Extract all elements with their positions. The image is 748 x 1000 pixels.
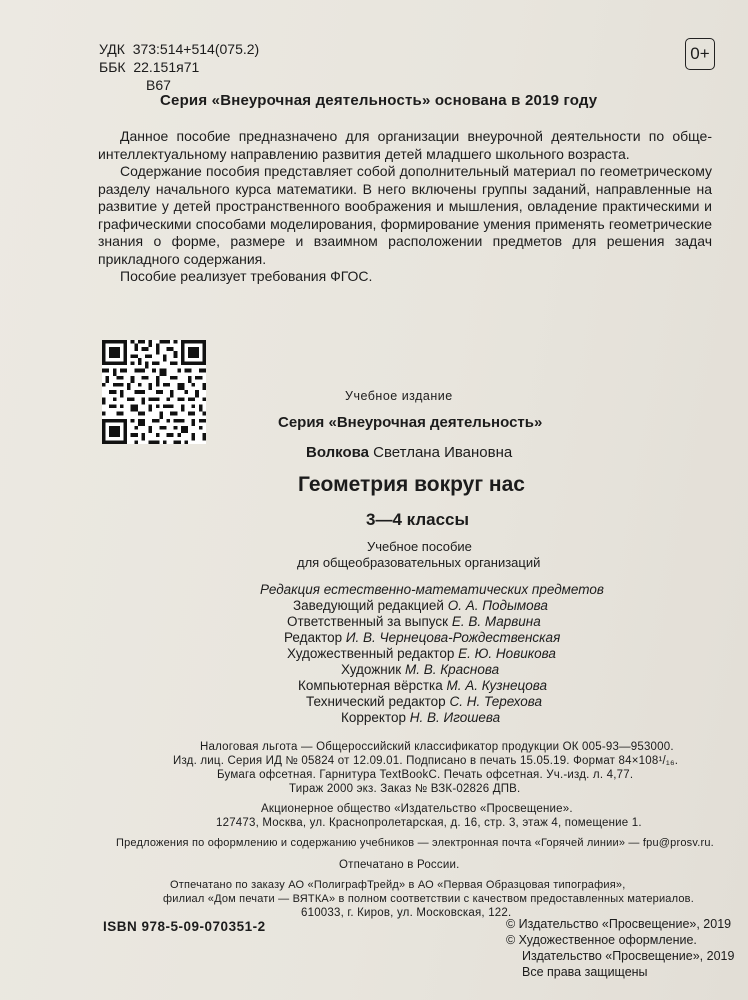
imprint-printer-3: 610033, г. Киров, ул. Московская, 122. [301,907,512,919]
author-name: Волкова Светлана Ивановна [306,444,513,461]
imprint-address: 127473, Москва, ул. Краснопролетарская, д. 16, стр. 3, этаж 4, помещение 1. [216,817,642,829]
author-mark: В67 [146,77,171,93]
imprint-proposals: Предложения по оформлению и содержанию учебников — электронная почта «Горячей линии» — fpu@prosv.ru. [116,837,714,849]
copyright-line-1: © Издательство «Просвещение», 2019 [506,917,732,931]
imprint-publisher: Акционерное общество «Издательство «Просвещение». [261,803,573,815]
edition-series: Серия «Внеурочная деятельность» [278,414,543,431]
book-kind-line-1: Учебное пособие [367,539,472,554]
description-paragraph-2: Содержание пособия представляет собой дополнительный материал по геометрическому разделу начального курса математики. В него включены группы заданий, направленные на развитие у детей пространственного воображения и мышления, овладение практическими и графическими способами моделирования, формирование умения применять геометрические знания о форме, размере и взаимном расположении предметов для решения задач прикладного содержания. [98,163,712,267]
imprint-printer-2: филиал «Дом печати — ВЯТКА» в полном соответствии с качеством предоставленных материалов. [163,893,694,905]
imprint-print-run: Тираж 2000 экз. Заказ № ВЗК-02826 ДПВ. [289,783,521,795]
book-grades: 3—4 классы [366,510,470,529]
staff-line: Заведующий редакцией О. А. Подымова [293,598,548,613]
staff-line: Компьютерная вёрстка М. А. Кузнецова [298,678,548,693]
book-kind-line-2: для общеобразовательных организаций [297,555,541,570]
staff-line: Художественный редактор Е. Ю. Новикова [287,646,556,661]
description-paragraph-1: Данное пособие предназначено для организации внеурочной деятельности по обще-интеллектуальному направлению развития детей младшего школьного возраста. [98,128,712,162]
age-rating-badge: 0+ [685,38,715,70]
qr-code [102,340,206,444]
imprint-printed-in: Отпечатано в России. [339,859,460,871]
book-title: Геометрия вокруг нас [298,473,525,496]
bbk-line: ББК 22.151я71 [99,59,200,75]
staff-line: Редакция естественно-математических предметов [260,582,604,597]
staff-line: Ответственный за выпуск Е. В. Марвина [287,614,541,629]
staff-line: Редактор И. В. Чернецова-Рождественская [284,630,561,645]
staff-line: Корректор Н. В. Игошева [341,710,501,725]
imprint-paper: Бумага офсетная. Гарнитура TextBookC. Печать офсетная. Уч.-изд. л. 4,77. [217,769,634,781]
imprint-printer-1: Отпечатано по заказу АО «ПолиграфТрейд» в АО «Первая Образцовая типография», [170,879,626,891]
copyright-line-4: Все права защищены [522,965,648,979]
description-paragraph-3: Пособие реализует требования ФГОС. [120,268,373,284]
copyright-line-2: © Художественное оформление. [506,933,697,947]
staff-line: Технический редактор С. Н. Терехова [306,694,543,709]
udk-line: УДК 373:514+514(075.2) [99,41,260,57]
staff-line: Художник М. В. Краснова [341,662,500,677]
copyright-line-3: Издательство «Просвещение», 2019 [522,949,735,963]
isbn: ISBN 978-5-09-070351-2 [103,919,266,934]
imprint-license: Изд. лиц. Серия ИД № 05824 от 12.09.01. Подписано в печать 15.05.19. Формат 84×108¹/₁₆. [173,755,679,767]
imprint-tax: Налоговая льгота — Общероссийский классификатор продукции ОК 005-93—953000. [200,741,674,753]
series-founded-heading: Серия «Внеурочная деятельность» основана в 2019 году [160,92,598,109]
edition-type: Учебное издание [345,389,453,403]
